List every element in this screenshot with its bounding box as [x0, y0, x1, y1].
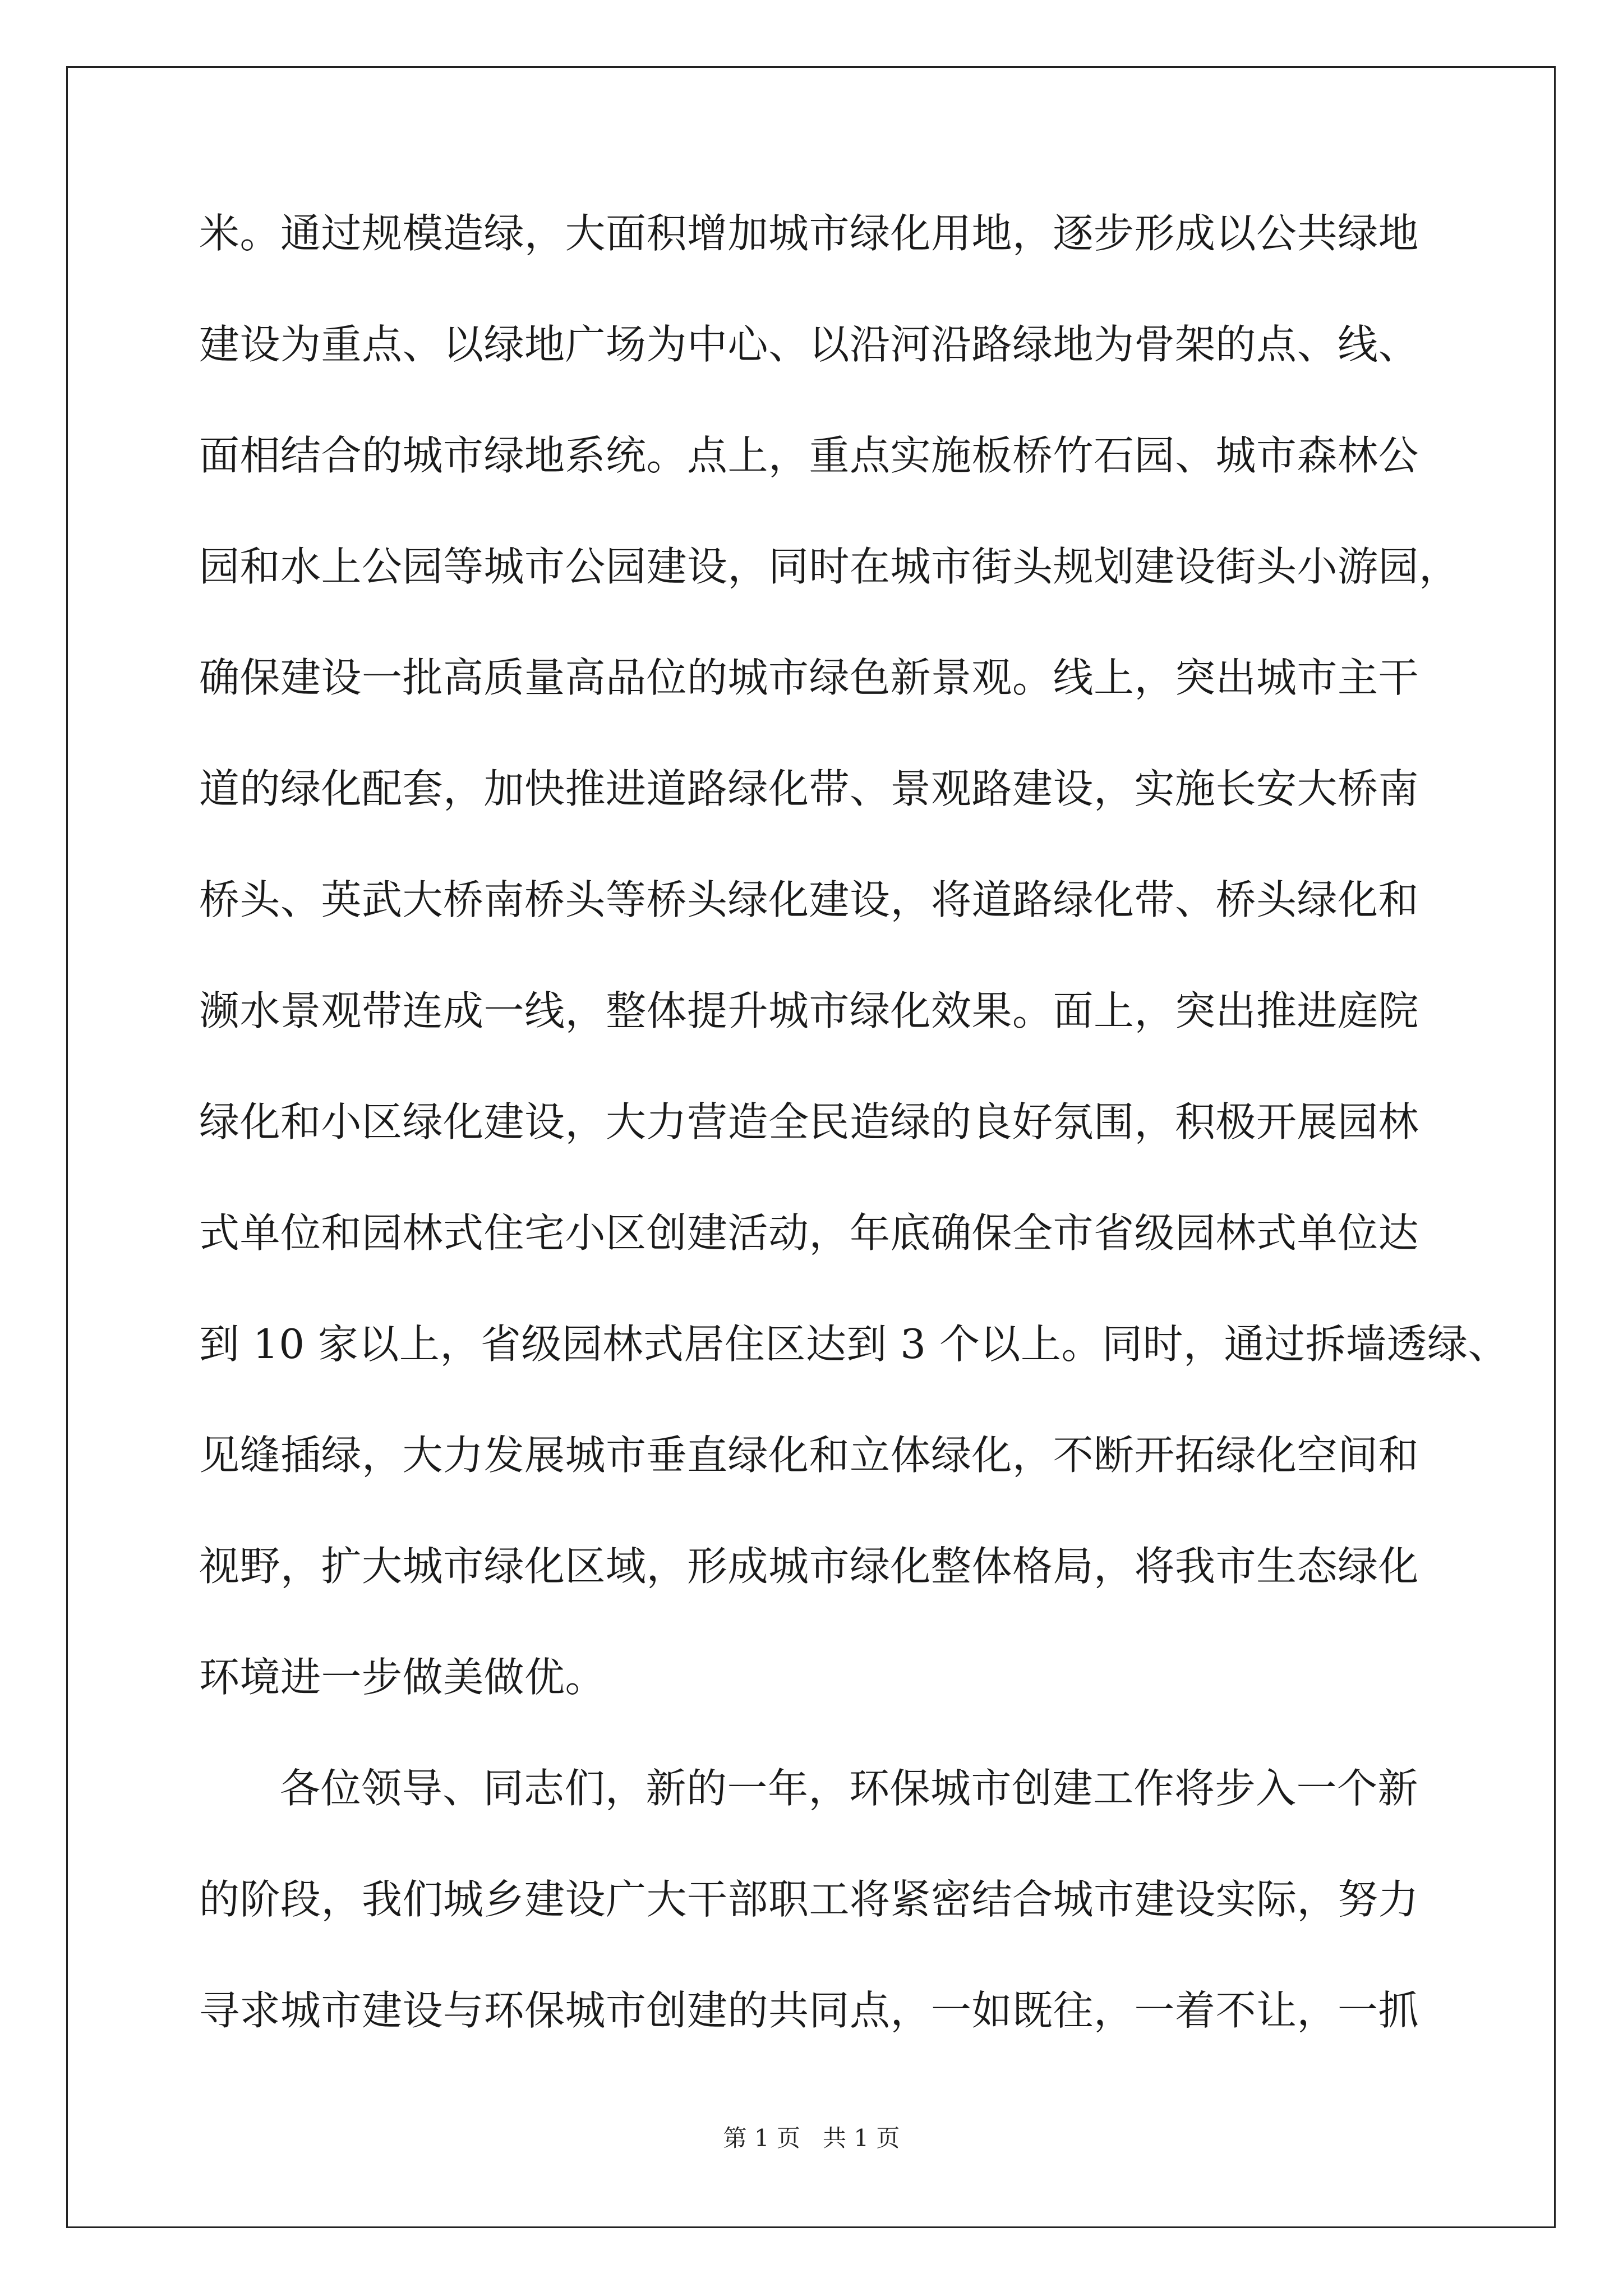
text-line: 道的绿化配套，加快推进道路绿化带、景观路建设，实施长安大桥南 — [199, 765, 1419, 812]
text-line: 建设为重点、以绿地广场为中心、以沿河沿路绿地为骨架的点、线、 — [199, 321, 1419, 368]
text-line: 到 10 家以上，省级园林式居住区达到 3 个以上。同时，通过拆墙透绿、 — [199, 1320, 1509, 1368]
text-line: 视野，扩大城市绿化区域，形成城市绿化整体格局，将我市生态绿化 — [199, 1543, 1419, 1590]
page-number: 第 1 页 — [723, 2124, 800, 2152]
text-line: 绿化和小区绿化建设，大力营造全民造绿的良好氛围，积极开展园林 — [199, 1098, 1419, 1145]
text-line: 面相结合的城市绿地系统。点上，重点实施板桥竹石园、城市森林公 — [199, 432, 1419, 479]
text-line: 米。通过规模造绿，大面积增加城市绿化用地，逐步形成以公共绿地 — [199, 210, 1419, 257]
text-line: 园和水上公园等城市公园建设，同时在城市街头规划建设街头小游园， — [199, 543, 1460, 590]
text-line: 的阶段，我们城乡建设广大干部职工将紧密结合城市建设实际，努力 — [199, 1876, 1419, 1923]
text-line: 桥头、英武大桥南桥头等桥头绿化建设，将道路绿化带、桥头绿化和 — [199, 876, 1419, 923]
text-line: 各位领导、同志们，新的一年，环保城市创建工作将步入一个新 — [280, 1765, 1419, 1812]
text-line: 濒水景观带连成一线，整体提升城市绿化效果。面上，突出推进庭院 — [199, 987, 1419, 1034]
text-line: 式单位和园林式住宅小区创建活动，年底确保全市省级园林式单位达 — [199, 1209, 1419, 1257]
text-line: 确保建设一批高质量高品位的城市绿色新景观。线上，突出城市主干 — [199, 654, 1419, 701]
text-line: 寻求城市建设与环保城市创建的共同点，一如既往，一着不让，一抓 — [199, 1987, 1419, 2034]
text-line: 见缝插绿，大力发展城市垂直绿化和立体绿化，不断开拓绿化空间和 — [199, 1432, 1419, 1479]
text-line: 环境进一步做美做优。 — [199, 1654, 606, 1701]
page-footer — [0, 2124, 1623, 2152]
page-total: 共 1 页 — [823, 2124, 900, 2152]
